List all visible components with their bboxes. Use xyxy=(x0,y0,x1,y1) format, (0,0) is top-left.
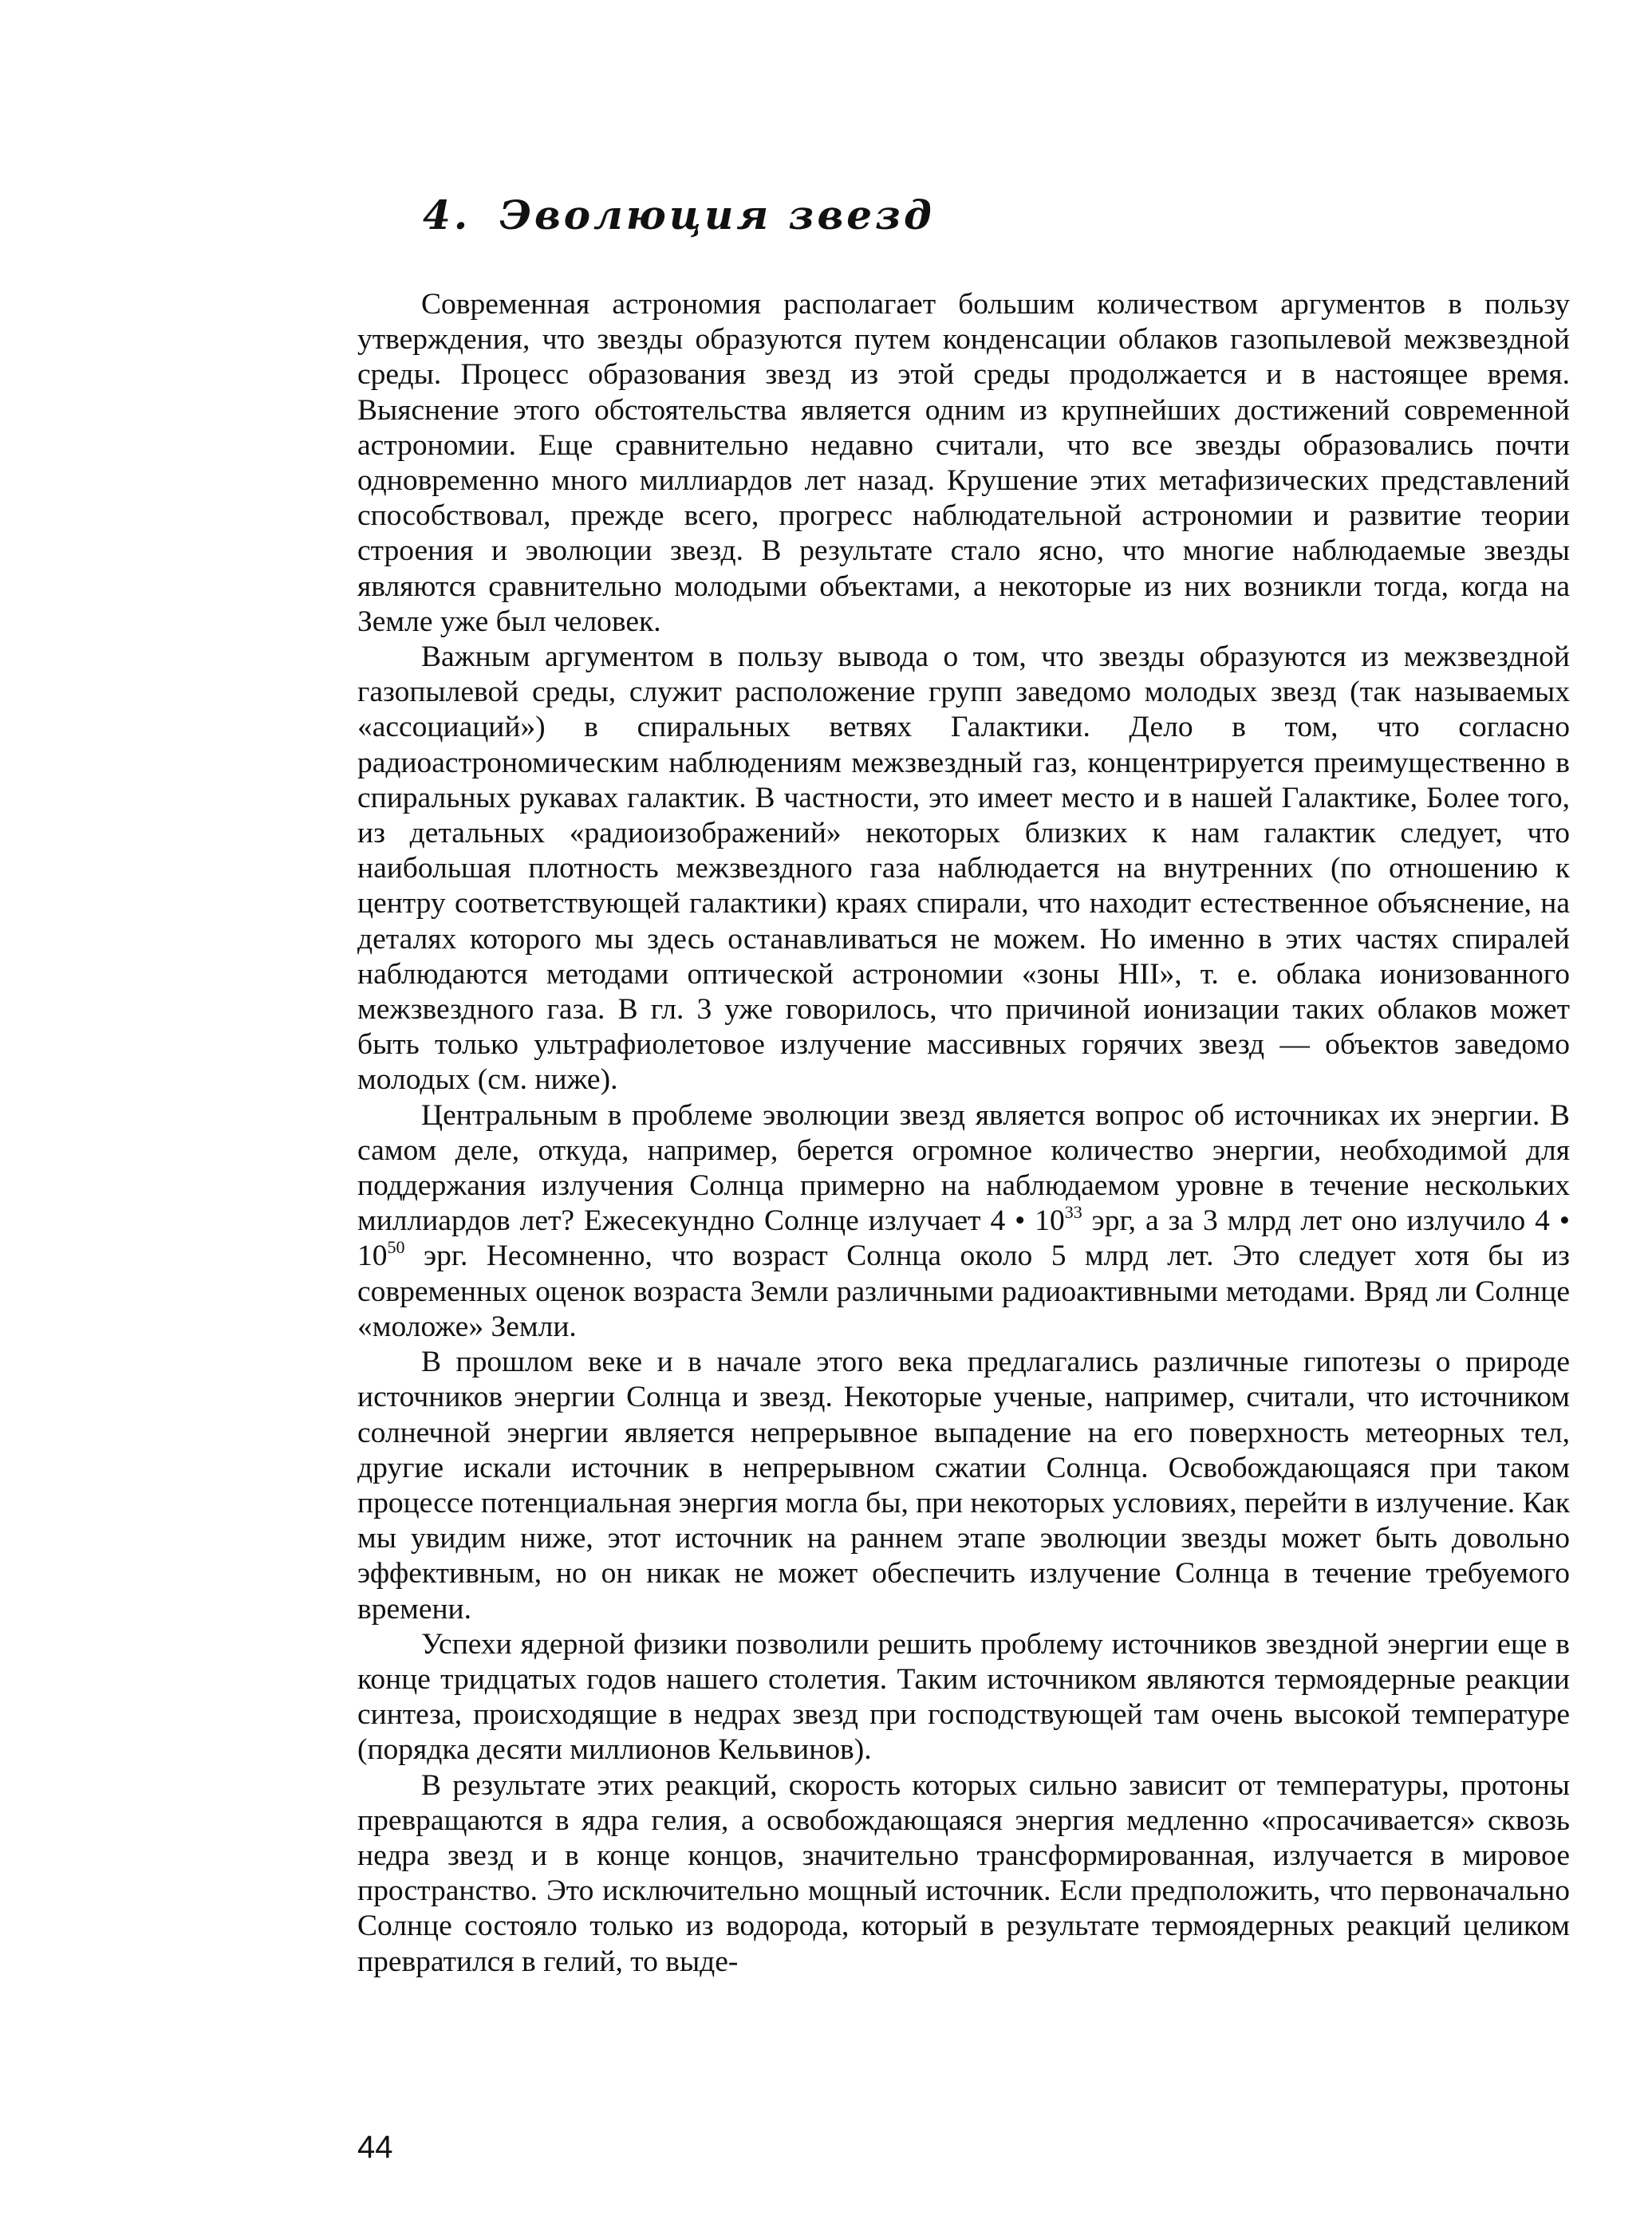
chapter-title xyxy=(423,191,935,238)
exponent-33: 33 xyxy=(1064,1202,1082,1223)
paragraph-2: Важным аргументом в пользу вывода о том, что звезды образуются из межзвездной газопылевой среды, служит расположение групп заведомо молодых звезд (так называемых «ассоциаций») в спиральных ветвях Галактики. Дело в том, что согласно радиоастрономическим наблюдениям межзвездный газ, концентрируется преимущественно в спиральных рукавах галактик. В частности, это имеет место и в нашей Галактике, Более того, из детальных «радиоизображений» некоторых близких к нам галактик следует, что наибольшая плотность межзвездного газа наблюдается на внутренних (по отношению к центру соответствующей галактики) краях спирали, что находит естественное объяснение, на деталях которого мы здесь останавливаться не можем. Но именно в этих частях спиралей наблюдаются методами оптической астрономии «зоны НII», т. е. облака ионизованного межзвездного газа. В гл. 3 уже говорилось, что причиной ионизации таких облаков может быть только ультрафиолетовое излучение массивных горячих звезд — объектов заведомо молодых (см. ниже). xyxy=(357,641,1570,1097)
paragraph-3 xyxy=(357,1098,1570,1345)
paragraph-6: В результате этих реакций, скорость которых сильно зависит от температуры, протоны превращаются в ядра гелия, а освобождающаяся энергия медленно «просачивается» сквозь недра звезд и в конце концов, значительно трансформированная, излучается в мировое пространство. Это исключительно мощный источник. Если предположить, что первоначально Солнце состояло только из водорода, который в результате термоядерных реакций целиком превратился в гелий, то выде- xyxy=(357,1768,1570,1978)
paragraph-5: Успехи ядерной физики позволили решить проблему источников звездной энергии еще в конце тридцатых годов нашего столетия. Таким источником являются термоядерные реакции синтеза, происходящие в недрах звезд при господствующей там очень высокой температуре (порядка десяти миллионов Кельвинов). xyxy=(357,1627,1570,1767)
chapter-title-text: Эволюция звезд xyxy=(499,191,935,238)
chapter-number: 4. xyxy=(423,191,471,238)
paragraph-4: В прошлом веке и в начале этого века предлагались различные гипотезы о природе источников энергии Солнца и звезд. Некоторые ученые, например, считали, что источником солнечной энергии является непрерывное выпадение на его поверхность метеорных тел, другие искали источник в непрерывном сжатии Солнца. Освобождающаяся при таком процессе потенциальная энергия могла бы, при некоторых условиях, перейти в излучение. Как мы увидим ниже, этот источник на раннем этапе эволюции звезды может быть довольно эффективным, но он никак не может обеспечить излучение Солнца в течение требуемого времени. xyxy=(357,1346,1570,1626)
exponent-50: 50 xyxy=(387,1237,405,1258)
paragraph-3-part-1: Центральным в проблеме эволюции звезд является вопрос об источниках их энергии. В самом деле, откуда, например, берется огромное количество энергии, необходимой для поддержания излучения Солнца примерно на наблюдаемом уровне в течение нескольких миллиардов лет? Ежесекундно Солнце излучает 4 • 10 xyxy=(357,1098,1570,1238)
paragraph-3-part-3: эрг. Несомненно, что возраст Солнца около 5 млрд лет. Это следует хотя бы из современных оценок возраста Земли различными радиоактивными методами. Вряд ли Солнце «моложе» Земли. xyxy=(357,1240,1570,1343)
page-number: 44 xyxy=(357,2130,393,2165)
paragraph-3-part-2: эрг, а за 3 млрд лет оно излучило 4 • 10 xyxy=(357,1204,1570,1273)
paragraph-1: Современная астрономия располагает большим количеством аргументов в пользу утверждения, что звезды образуются путем конденсации облаков газопылевой межзвездной среды. Процесс образования звезд из этой среды продолжается и в настоящее время. Выяснение этого обстоятельства является одним из крупнейших достижений современной астрономии. Еще сравнительно недавно считали, что все звезды образовались почти одновременно много миллиардов лет назад. Крушение этих метафизических представлений способствовал, прежде всего, прогресс наблюдательной астрономии и развитие теории строения и эволюции звезд. В результате стало ясно, что многие наблюдаемые звезды являются сравнительно молодыми объектами, а некоторые из них возникли тогда, когда на Земле уже был человек. xyxy=(357,288,1570,638)
body-text xyxy=(357,287,1570,1980)
